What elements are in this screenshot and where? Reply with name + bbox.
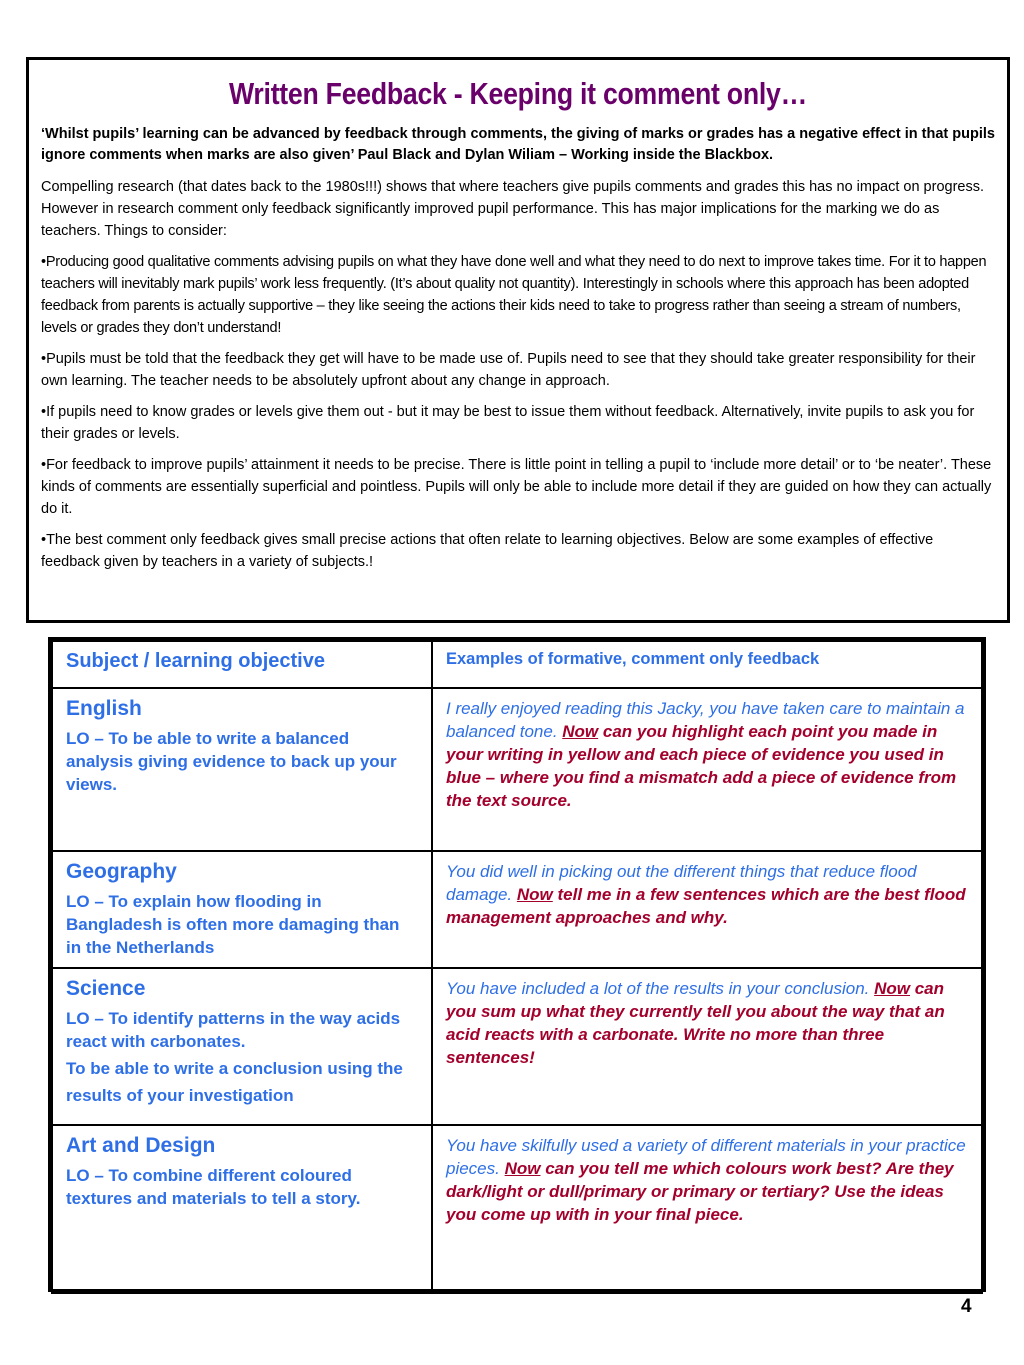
feedback-praise: You did well in picking out the different things that reduce flood damage.	[446, 862, 917, 904]
feedback-cell	[432, 688, 982, 851]
bullet-qualitative-comments: •Producing good qualitative comments advising pupils on what they have done well and what they need to do next to improve takes time. For it to happen teachers will inevitably mark pupils’ work less frequently. (It’s about quality not quantity). Interestingly in schools where this approach has been adopted feedback from parents is actually supportive – they like seeing the actions their kids need to take to progress rather than seeing a stream of numbers, levels or grades they don’t understand!	[41, 254, 987, 336]
learning-objective: LO – To combine different coloured textures and materials to tell a story.	[66, 1166, 361, 1208]
subject-cell	[52, 851, 432, 968]
learning-objective: LO – To identify patterns in the way acids react with carbonates.	[66, 1009, 401, 1051]
table-row	[52, 688, 982, 851]
feedback-text	[446, 860, 968, 929]
subject-name: Art and Design	[66, 1134, 216, 1157]
feedback-action: can you sum up what they currently tell you about the way that an acid reacts with a carbonate. Write no more than three sentences!	[446, 979, 945, 1067]
table-row	[52, 968, 982, 1125]
header-subject-cell	[52, 641, 432, 688]
learning-objective-extra: To be able to write a conclusion using the results of your investigation	[66, 1059, 403, 1105]
table-row	[52, 1125, 982, 1293]
feedback-praise: I really enjoyed reading this Jacky, you have taken care to maintain a balanced tone.	[446, 699, 965, 741]
intro-box	[26, 57, 1010, 623]
header-subject-label: Subject / learning objective	[66, 650, 325, 672]
page-title: Written Feedback - Keeping it comment only…	[228, 76, 807, 111]
subject-name: Geography	[66, 860, 177, 883]
subject-name: English	[66, 697, 142, 720]
research-quote: ‘Whilst pupils’ learning can be advanced by feedback through comments, the giving of marks or grades has a negative effect in that pupils ignore comments when marks are also given’ Paul Black and Dylan Wiliam – Working inside the Blackbox.	[41, 126, 995, 163]
feedback-action: tell me in a few sentences which are the best flood management approaches and why.	[446, 885, 966, 927]
feedback-praise: You have skilfully used a variety of different materials in your practice pieces.	[446, 1136, 966, 1178]
subject-name: Science	[66, 977, 146, 1000]
subject-cell	[52, 688, 432, 851]
bullet-precise-feedback: •For feedback to improve pupils’ attainment it needs to be precise. There is little point in telling a pupil to ‘include more detail’ or to ‘be neater’. These kinds of comments are essentially superficial and pointless. Pupils will only be able to include more detail if they are guided on how they can actually do it.	[41, 457, 992, 517]
intro-paragraph: Compelling research (that dates back to the 1980s!!!) shows that where teachers give pupils comments and grades this has no impact on progress. However in research comment only feedback significantly improved pupil performance. This has major implications for the marking we do as teachers. Things to consider:	[41, 179, 984, 239]
feedback-now: Now	[562, 722, 599, 741]
feedback-cell	[432, 851, 982, 968]
page-number: 4	[961, 1296, 972, 1317]
learning-objective: LO – To explain how flooding in Bangladesh is often more damaging than in the Netherlands	[66, 892, 400, 957]
subject-cell	[52, 968, 432, 1125]
table-header-row	[52, 641, 982, 688]
feedback-text	[446, 697, 968, 812]
feedback-praise: You have included a lot of the results in your conclusion.	[446, 979, 875, 998]
bullet-best-feedback: •The best comment only feedback gives small precise actions that often relate to learning objectives. Below are some examples of effective feedback given by teachers in a variety of subjects.!	[41, 532, 934, 570]
feedback-text	[446, 977, 968, 1069]
feedback-now: Now	[516, 885, 553, 904]
feedback-now: Now	[874, 979, 910, 998]
feedback-cell	[432, 1125, 982, 1293]
bullet-use-of-feedback: •Pupils must be told that the feedback they get will have to be made use of. Pupils need to see that they should take greater responsibility for their own learning. The teacher needs to be absolutely upfront about any change in approach.	[41, 351, 976, 389]
feedback-examples-table	[48, 637, 986, 1292]
header-feedback-cell	[432, 641, 982, 688]
bullet-grades-levels: •If pupils need to know grades or levels give them out - but it may be best to issue them without feedback. Alternatively, invite pupils to ask you for their grades or levels.	[41, 404, 975, 442]
feedback-action: can you highlight each point you made in your writing in yellow and each piece of evidence you used in blue – where you find a mismatch add a piece of evidence from the text source.	[446, 722, 957, 810]
subject-cell	[52, 1125, 432, 1293]
feedback-cell	[432, 968, 982, 1125]
table-row	[52, 851, 982, 968]
header-feedback-label: Examples of formative, comment only feedback	[446, 650, 820, 668]
learning-objective: LO – To be able to write a balanced analysis giving evidence to back up your views.	[66, 729, 397, 794]
feedback-text	[446, 1134, 968, 1226]
feedback-now: Now	[504, 1159, 541, 1178]
feedback-action: can you tell me which colours work best? Are they dark/light or dull/primary or primary or tertiary? Use the ideas you come up with in your final piece.	[446, 1159, 954, 1224]
